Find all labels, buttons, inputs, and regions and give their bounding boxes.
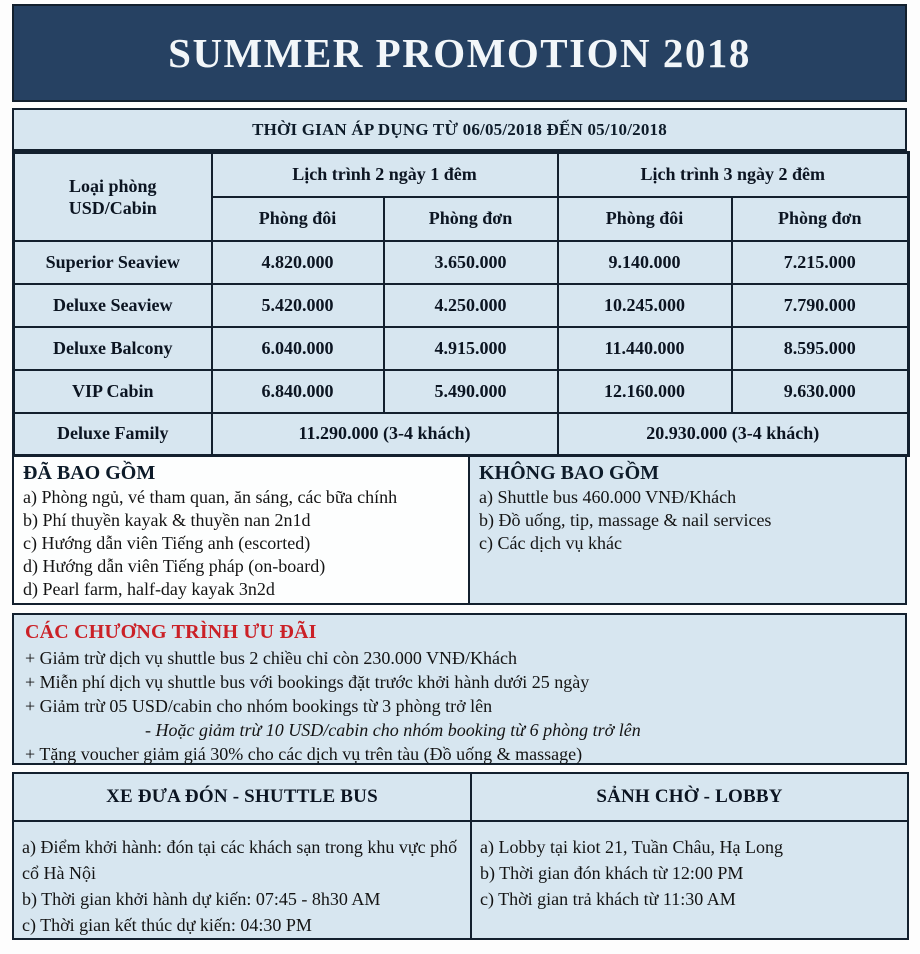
included-title: ĐÃ BAO GỒM	[23, 462, 156, 484]
itinerary-3d2n-header: Lịch trình 3 ngày 2 đêm	[558, 153, 909, 197]
price-cell: 6.040.000	[212, 327, 384, 370]
shuttle-bus-details	[13, 821, 471, 939]
shuttle-bus-header: XE ĐƯA ĐÓN - SHUTTLE BUS	[13, 773, 471, 821]
included-box	[12, 455, 470, 605]
price-cell: 12.160.000	[558, 370, 732, 413]
table-row-deluxe-family	[14, 413, 909, 456]
pricing-table	[12, 151, 910, 457]
excluded-item: b) Đồ uống, tip, massage & nail services	[479, 510, 772, 530]
table-row-deluxe-seaview	[14, 284, 909, 327]
table-row-deluxe-balcony	[14, 327, 909, 370]
promotion-sub-item: - Hoặc giảm trừ 10 USD/cabin cho nhóm booking từ 6 phòng trở lên	[145, 720, 641, 740]
title-band	[12, 4, 907, 102]
col-header-single-3d: Phòng đơn	[732, 197, 909, 241]
price-cell: 11.440.000	[558, 327, 732, 370]
room-type-cell: Deluxe Seaview	[14, 284, 212, 327]
col-header-double-2d: Phòng đôi	[212, 197, 384, 241]
validity-text: THỜI GIAN ÁP DỤNG TỪ 06/05/2018 ĐẾN 05/10/2018	[252, 119, 667, 139]
room-type-cell: VIP Cabin	[14, 370, 212, 413]
included-item: d) Pearl farm, half-day kayak 3n2d	[23, 579, 275, 599]
included-item: b) Phí thuyền kayak & thuyền nan 2n1d	[23, 510, 311, 530]
price-cell: 4.915.000	[384, 327, 558, 370]
included-item: d) Hướng dẫn viên Tiếng pháp (on-board)	[23, 556, 326, 576]
price-cell: 3.650.000	[384, 241, 558, 284]
shuttle-item: b) Thời gian khởi hành dự kiến: 07:45 - 8h30 AM	[22, 889, 381, 909]
room-type-header-cell	[14, 153, 212, 241]
lobby-item: b) Thời gian đón khách từ 12:00 PM	[480, 863, 744, 883]
promotions-box	[12, 613, 907, 765]
price-cell: 9.140.000	[558, 241, 732, 284]
lobby-details	[471, 821, 908, 939]
price-cell: 8.595.000	[732, 327, 909, 370]
inclusions-section	[12, 455, 907, 605]
lobby-header: SẢNH CHỜ - LOBBY	[471, 773, 908, 821]
room-type-header-line2: USD/Cabin	[68, 197, 157, 218]
transfer-table	[12, 772, 909, 940]
room-type-cell: Deluxe Balcony	[14, 327, 212, 370]
shuttle-item: a) Điểm khởi hành: đón tại các khách sạn trong khu vực phố cổ Hà Nội	[22, 837, 458, 883]
price-cell: 5.420.000	[212, 284, 384, 327]
itinerary-2d1n-header: Lịch trình 2 ngày 1 đêm	[212, 153, 558, 197]
excluded-box	[468, 455, 907, 605]
price-cell: 10.245.000	[558, 284, 732, 327]
group-header-row	[14, 153, 909, 197]
lobby-item: c) Thời gian trả khách từ 11:30 AM	[480, 889, 736, 909]
col-header-double-3d: Phòng đôi	[558, 197, 732, 241]
promotions-title: CÁC CHƯƠNG TRÌNH ƯU ĐÃI	[25, 621, 317, 643]
promotion-item: + Tặng voucher giảm giá 30% cho các dịch vụ trên tàu (Đồ uống & massage)	[25, 744, 583, 764]
excluded-title: KHÔNG BAO GỒM	[479, 462, 659, 484]
transfer-body-row	[13, 821, 908, 939]
promotion-item: + Giảm trừ 05 USD/cabin cho nhóm bookings từ 3 phòng trở lên	[25, 696, 493, 716]
price-cell: 4.820.000	[212, 241, 384, 284]
transfer-header-row	[13, 773, 908, 821]
price-cell: 5.490.000	[384, 370, 558, 413]
table-row-superior-seaview	[14, 241, 909, 284]
price-cell: 7.215.000	[732, 241, 909, 284]
included-item: a) Phòng ngủ, vé tham quan, ăn sáng, các bữa chính	[23, 487, 398, 507]
family-price-3d2n: 20.930.000 (3-4 khách)	[558, 413, 909, 456]
table-row-vip-cabin	[14, 370, 909, 413]
validity-band	[12, 108, 907, 151]
family-price-2d1n: 11.290.000 (3-4 khách)	[212, 413, 558, 456]
excluded-item: a) Shuttle bus 460.000 VNĐ/Khách	[479, 487, 737, 507]
page-title: SUMMER PROMOTION 2018	[168, 30, 751, 76]
price-cell: 9.630.000	[732, 370, 909, 413]
promotion-item: + Miễn phí dịch vụ shuttle bus với bookings đặt trước khởi hành dưới 25 ngày	[25, 672, 590, 692]
room-type-cell: Deluxe Family	[14, 413, 212, 456]
promotion-item: + Giảm trừ dịch vụ shuttle bus 2 chiều chỉ còn 230.000 VNĐ/Khách	[25, 648, 517, 668]
price-cell: 7.790.000	[732, 284, 909, 327]
lobby-item: a) Lobby tại kiot 21, Tuần Châu, Hạ Long	[480, 837, 783, 857]
price-cell: 4.250.000	[384, 284, 558, 327]
included-item: c) Hướng dẫn viên Tiếng anh (escorted)	[23, 533, 311, 553]
col-header-single-2d: Phòng đơn	[384, 197, 558, 241]
price-cell: 6.840.000	[212, 370, 384, 413]
shuttle-item: c) Thời gian kết thúc dự kiến: 04:30 PM	[22, 915, 312, 935]
room-type-cell: Superior Seaview	[14, 241, 212, 284]
room-type-header-line1: Loại phòng	[68, 175, 157, 196]
excluded-item: c) Các dịch vụ khác	[479, 533, 622, 553]
